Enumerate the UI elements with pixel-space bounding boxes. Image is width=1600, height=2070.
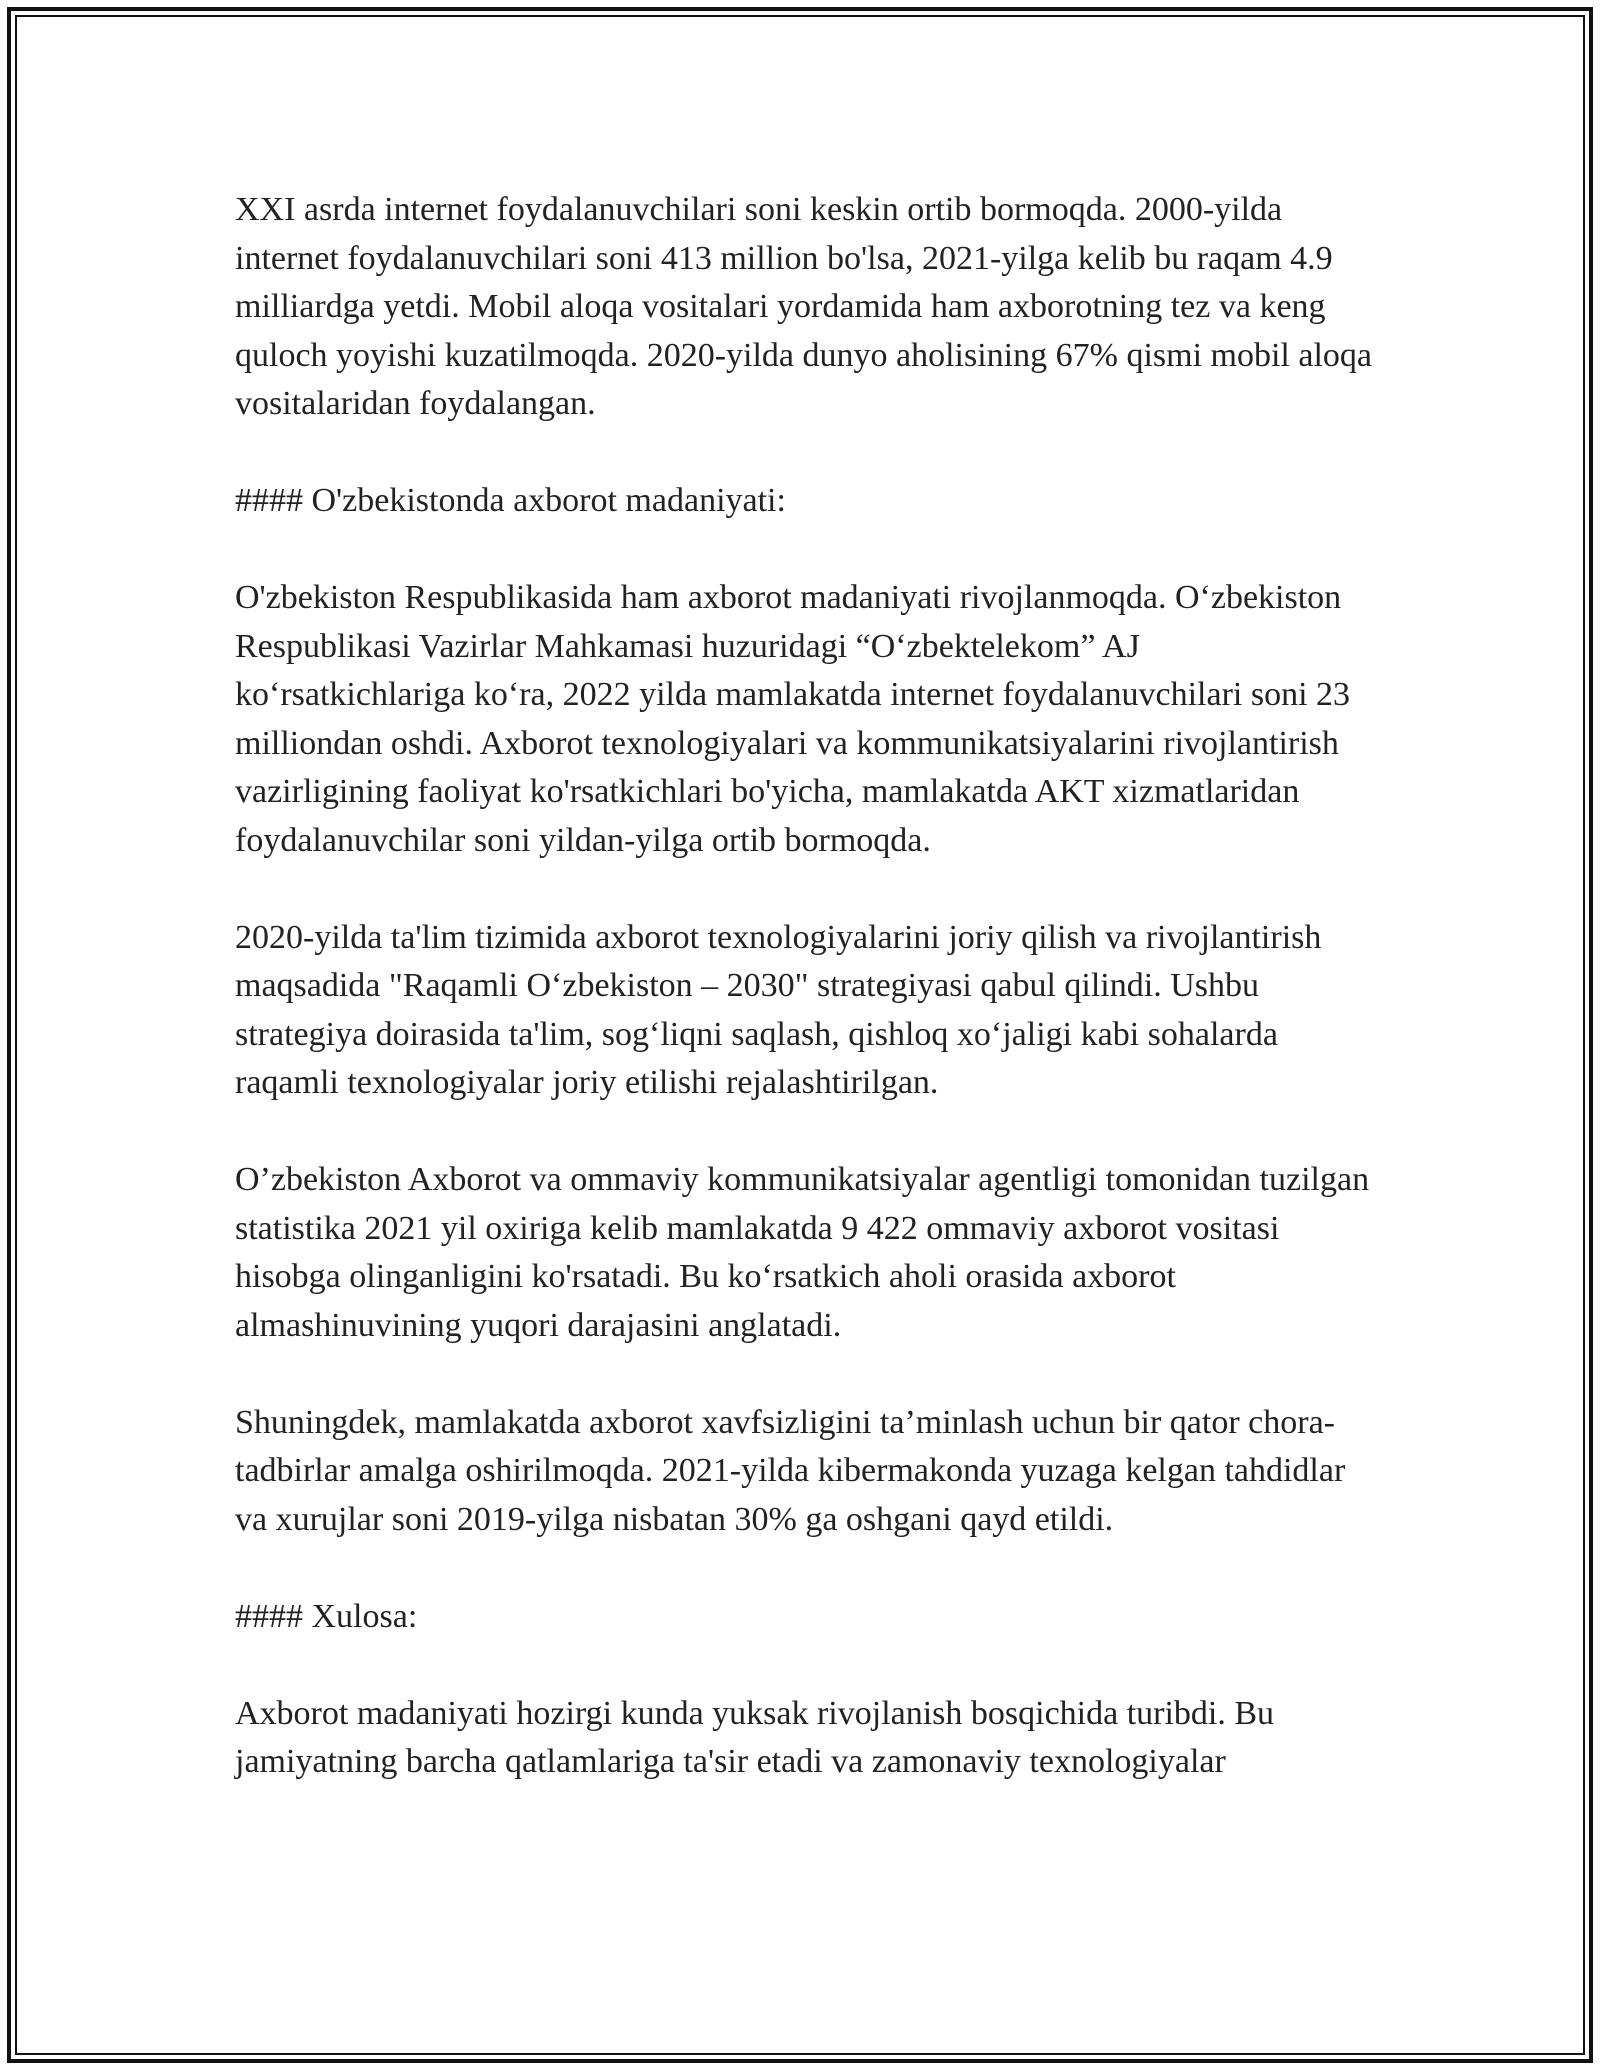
paragraph-internet-usage: XXI asrda internet foydalanuvchilari soni keskin ortib bormoqda. 2000-yilda internet foydalanuvchilari soni 413 million bo'lsa, 2021-yilga kelib bu raqam 4.9 milliardga yetdi. Mobil aloqa vositalari yordamida ham axborotning tez va keng quloch yoyishi kuzatilmoqda. 2020-yilda dunyo aholisining 67% qismi mobil aloqa vositalaridan foydalangan.	[235, 191, 1372, 422]
paragraph-uzbekistan-internet-users: O'zbekiston Respublikasida ham axborot madaniyati rivojlanmoqda. O‘zbekiston Respublikasi Vazirlar Mahkamasi huzuridagi “O‘zbektelekom” AJ ko‘rsatkichlariga ko‘ra, 2022 yilda mamlakatda internet foydalanuvchilari soni 23 milliondan oshdi. Axborot texnologiyalari va kommunikatsiyalarini rivojlantirish vazirligining faoliyat ko'rsatkichlari bo'yicha, mamlakatda AKT xizmatlaridan foydalanuvchilar soni yildan-yilga ortib bormoqda.	[235, 579, 1351, 859]
heading-conclusion: #### Xulosa:	[235, 1597, 418, 1635]
paragraph-information-security: Shuningdek, mamlakatda axborot xavfsizligini ta’minlash uchun bir qator chora-tadbirlar amalga oshirilmoqda. 2021-yilda kibermakonda yuzaga kelgan tahdidlar va xurujlar soni 2019-yilga nisbatan 30% ga oshgani qayd etildi.	[235, 1403, 1346, 1538]
paragraph-mass-media-statistics: O’zbekiston Axborot va ommaviy kommunikatsiyalar agentligi tomonidan tuzilgan statistika 2021 yil oxiriga kelib mamlakatda 9 422 ommaviy axborot vositasi hisobga olinganligini ko'rsatadi. Bu ko‘rsatkich aholi orasida axborot almashinuvining yuqori darajasini anglatadi.	[235, 1161, 1370, 1344]
paragraph-conclusion: Axborot madaniyati hozirgi kunda yuksak rivojlanish bosqichida turibdi. Bu jamiyatning barcha qatlamlariga ta'sir etadi va zamonaviy texnologiyalar	[235, 1694, 1275, 1780]
heading-uzbekistan-info-culture: #### O'zbekistonda axborot madaniyati:	[235, 482, 786, 519]
paragraph-digital-strategy: 2020-yilda ta'lim tizimida axborot texnologiyalarini joriy qilish va rivojlantirish maqsadida "Raqamli O‘zbekiston – 2030" strategiyasi qabul qilindi. Ushbu strategiya doirasida ta'lim, sog‘liqni saqlash, qishloq xo‘jaligi kabi sohalarda raqamli texnologiyalar joriy etilishi rejalashtirilgan.	[235, 918, 1322, 1101]
document-body	[235, 186, 1375, 1787]
